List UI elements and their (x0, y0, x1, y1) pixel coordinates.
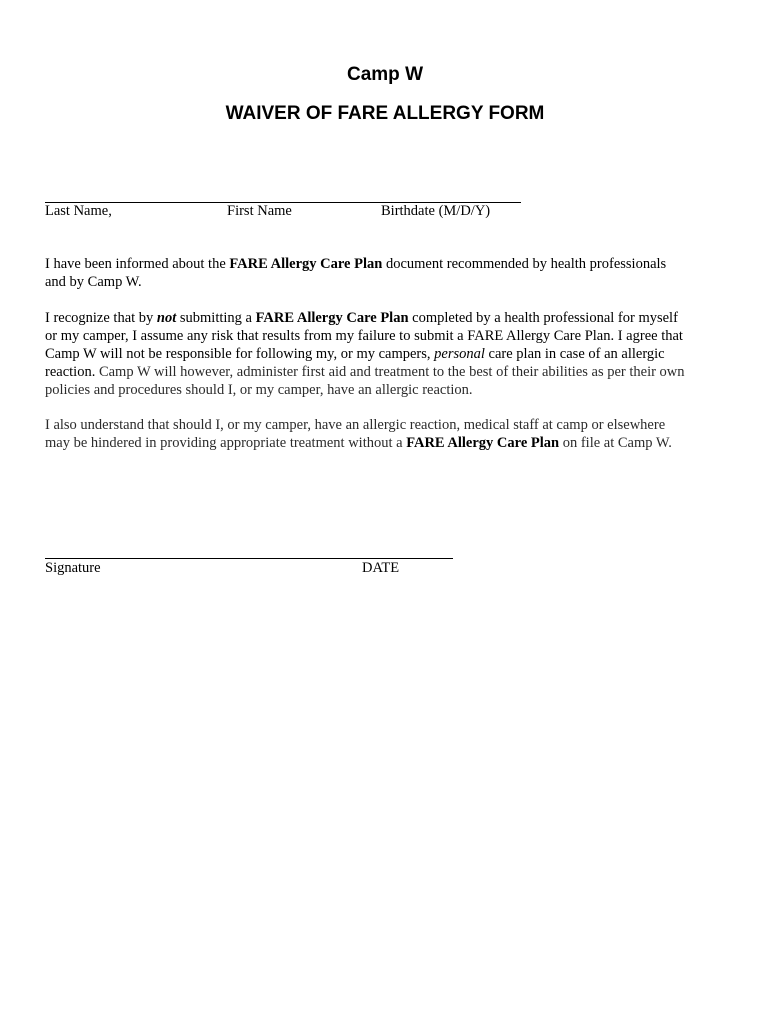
signature-label: Signature (45, 560, 101, 576)
p2-text-5: Camp W will however, administer first aid and treatment to the best of their abilities as per their own policies and procedures should I, or my camper, have an allergic reaction. (45, 364, 685, 398)
p2-personal-emphasis: personal (434, 346, 485, 362)
p2-text-3: completed by a health professional for myself or my camper, I assume any risk that results from my failure to submit a FARE Allergy Care Plan. I agree that Camp W will not be responsible for following my, or my campers, (45, 310, 683, 362)
p2-text-4: care plan in case of an allergic reaction. (45, 346, 665, 380)
p3-fare-plan: FARE Allergy Care Plan (406, 435, 560, 451)
p2-fare-plan: FARE Allergy Care Plan (255, 310, 409, 326)
last-name-label: Last Name, (45, 203, 112, 219)
form-title: WAIVER OF FARE ALLERGY FORM (225, 103, 545, 124)
p3-text-1: I also understand that should I, or my camper, have an allergic reaction, medical staff at camp or elsewhere may be hindered in providing appropriate treatment without a (45, 417, 666, 451)
p2-text-2: submitting a (176, 310, 256, 326)
first-name-label: First Name (227, 203, 292, 219)
p1-text-2: document recommended by health professionals and by Camp W. (45, 256, 667, 290)
paragraph-recognize (45, 309, 685, 399)
paragraph-informed (45, 255, 685, 291)
p3-text-2: on file at Camp W. (559, 435, 672, 451)
date-label: DATE (362, 560, 400, 576)
paragraph-understand (45, 416, 685, 452)
p2-not-emphasis: not (156, 310, 177, 326)
camp-name: Camp W (347, 64, 423, 85)
p1-text-1: I have been informed about the (45, 256, 230, 272)
p1-fare-plan: FARE Allergy Care Plan (229, 256, 383, 272)
birthdate-label: Birthdate (M/D/Y) (381, 203, 491, 219)
p2-text-1: I recognize that by (45, 310, 157, 326)
